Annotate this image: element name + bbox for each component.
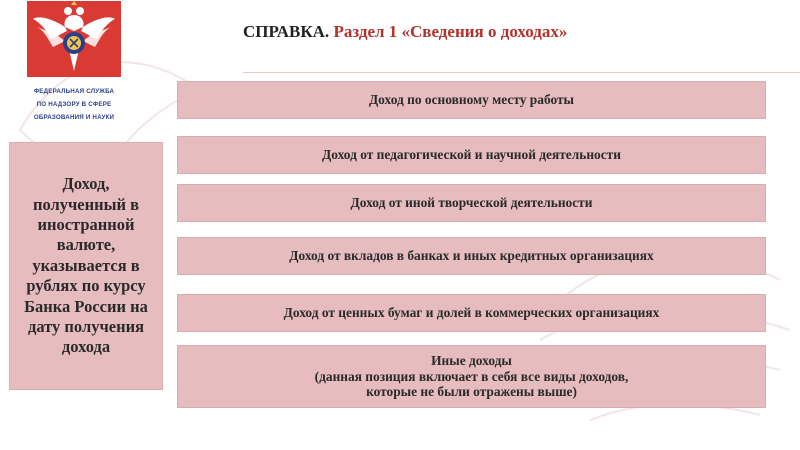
income-item-bank-deposits: [177, 237, 766, 275]
income-item-teaching-research: [177, 136, 766, 174]
income-item-label: Иные доходы (данная позиция включает в себя все виды доходов, которые не были отражены выше): [314, 353, 629, 400]
eagle-emblem-icon: [27, 1, 121, 77]
agency-logo: [27, 1, 121, 77]
income-item-label: Доход по основному месту работы: [368, 92, 575, 108]
income-item-securities: [177, 294, 766, 332]
income-item-creative: [177, 184, 766, 222]
page-title: [243, 22, 567, 42]
income-item-label: Доход от ценных бумаг и долей в коммерческих организациях: [283, 305, 660, 321]
org-name-line-2: ПО НАДЗОРУ В СФЕРЕ: [36, 101, 112, 108]
income-item-label: Доход от иной творческой деятельности: [350, 195, 593, 211]
title-section: Раздел 1 «Сведения о доходах»: [333, 22, 568, 41]
income-item-main-job: [177, 81, 766, 119]
title-divider: [243, 72, 800, 73]
income-item-label: Доход от педагогической и научной деятельности: [322, 147, 621, 163]
income-item-other: [177, 345, 766, 408]
org-name-line-1: ФЕДЕРАЛЬНАЯ СЛУЖБА: [33, 88, 115, 95]
income-item-label: Доход от вкладов в банках и иных кредитных организациях: [289, 248, 654, 264]
currency-note-text: Доход, полученный в иностранной валюте, указывается в рублях по курсу Банка России на дату получения дохода: [24, 174, 148, 357]
title-prefix: СПРАВКА.: [243, 22, 330, 41]
currency-note-box: [9, 142, 163, 390]
org-name-line-3: ОБРАЗОВАНИЯ И НАУКИ: [33, 114, 115, 121]
